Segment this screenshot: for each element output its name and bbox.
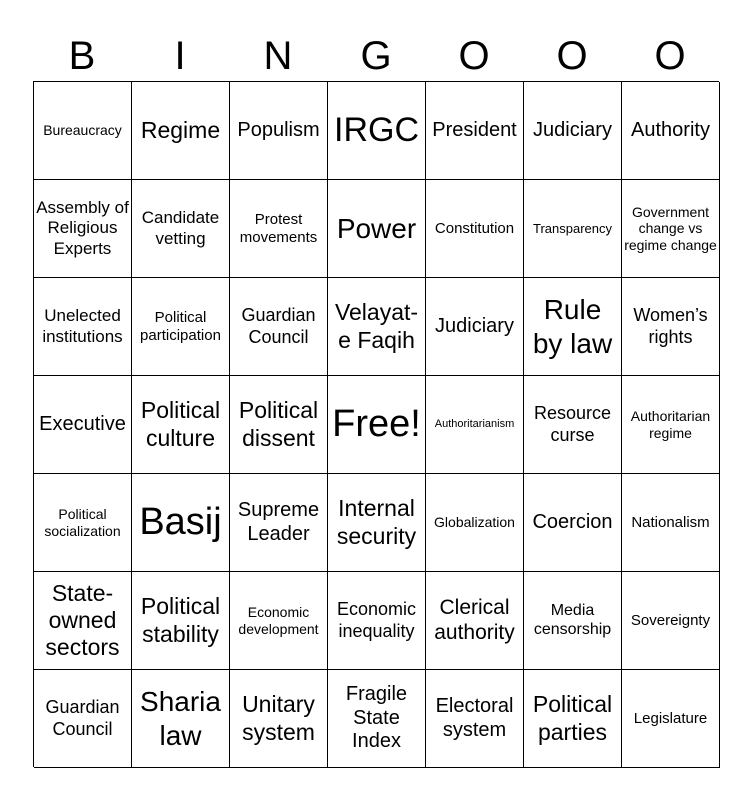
bingo-card (33, 81, 719, 767)
bingo-cell[interactable]: Political culture (132, 376, 230, 474)
free-space[interactable]: Free! (328, 376, 426, 474)
bingo-cell[interactable]: Constitution (426, 180, 524, 278)
bingo-cell[interactable]: Regime (132, 82, 230, 180)
bingo-cell[interactable]: Resource curse (524, 376, 622, 474)
bingo-cell[interactable]: Political participation (132, 278, 230, 376)
bingo-cell[interactable]: Candidate vetting (132, 180, 230, 278)
header-letter-5: O (458, 34, 490, 78)
bingo-cell[interactable]: Government change vs regime change (622, 180, 720, 278)
bingo-cell[interactable]: Basij (132, 474, 230, 572)
bingo-cell[interactable]: Authoritarian regime (622, 376, 720, 474)
bingo-cell[interactable]: Political socialization (34, 474, 132, 572)
bingo-cell[interactable]: President (426, 82, 524, 180)
bingo-cell[interactable]: IRGC (328, 82, 426, 180)
header-letter-4: G (360, 34, 392, 78)
bingo-cell[interactable]: Globalization (426, 474, 524, 572)
header-letter-3: N (263, 34, 293, 78)
bingo-cell[interactable]: Power (328, 180, 426, 278)
bingo-cell[interactable]: State-owned sectors (34, 572, 132, 670)
header-letter-1: B (68, 34, 96, 78)
bingo-cell[interactable]: Judiciary (524, 82, 622, 180)
bingo-cell[interactable]: Velayat-e Faqih (328, 278, 426, 376)
bingo-cell[interactable]: Judiciary (426, 278, 524, 376)
bingo-cell[interactable]: Sharia law (132, 670, 230, 768)
bingo-cell[interactable]: Clerical authority (426, 572, 524, 670)
bingo-cell[interactable]: Nationalism (622, 474, 720, 572)
bingo-cell[interactable]: Rule by law (524, 278, 622, 376)
bingo-cell[interactable]: Women’s rights (622, 278, 720, 376)
bingo-cell[interactable]: Fragile State Index (328, 670, 426, 768)
bingo-cell[interactable]: Sovereignty (622, 572, 720, 670)
header-letter-7: O (654, 34, 686, 78)
bingo-cell[interactable]: Political dissent (230, 376, 328, 474)
bingo-cell[interactable]: Authoritarianism (426, 376, 524, 474)
bingo-cell[interactable]: Transparency (524, 180, 622, 278)
bingo-cell[interactable]: Supreme Leader (230, 474, 328, 572)
bingo-cell[interactable]: Internal security (328, 474, 426, 572)
bingo-cell[interactable]: Protest movements (230, 180, 328, 278)
bingo-cell[interactable]: Economic inequality (328, 572, 426, 670)
header-letter-2: I (174, 34, 186, 78)
bingo-cell[interactable]: Executive (34, 376, 132, 474)
bingo-cell[interactable]: Unelected institutions (34, 278, 132, 376)
bingo-cell[interactable]: Authority (622, 82, 720, 180)
bingo-cell[interactable]: Political stability (132, 572, 230, 670)
bingo-cell[interactable]: Media censorship (524, 572, 622, 670)
bingo-cell[interactable]: Unitary system (230, 670, 328, 768)
header-letter-6: O (556, 34, 588, 78)
bingo-cell[interactable]: Guardian Council (34, 670, 132, 768)
bingo-cell[interactable]: Economic development (230, 572, 328, 670)
bingo-cell[interactable]: Coercion (524, 474, 622, 572)
bingo-cell[interactable]: Assembly of Religious Experts (34, 180, 132, 278)
bingo-cell[interactable]: Political parties (524, 670, 622, 768)
bingo-header (33, 30, 719, 82)
bingo-cell[interactable]: Bureaucracy (34, 82, 132, 180)
bingo-cell[interactable]: Electoral system (426, 670, 524, 768)
bingo-cell[interactable]: Guardian Council (230, 278, 328, 376)
bingo-cell[interactable]: Legislature (622, 670, 720, 768)
bingo-cell[interactable]: Populism (230, 82, 328, 180)
